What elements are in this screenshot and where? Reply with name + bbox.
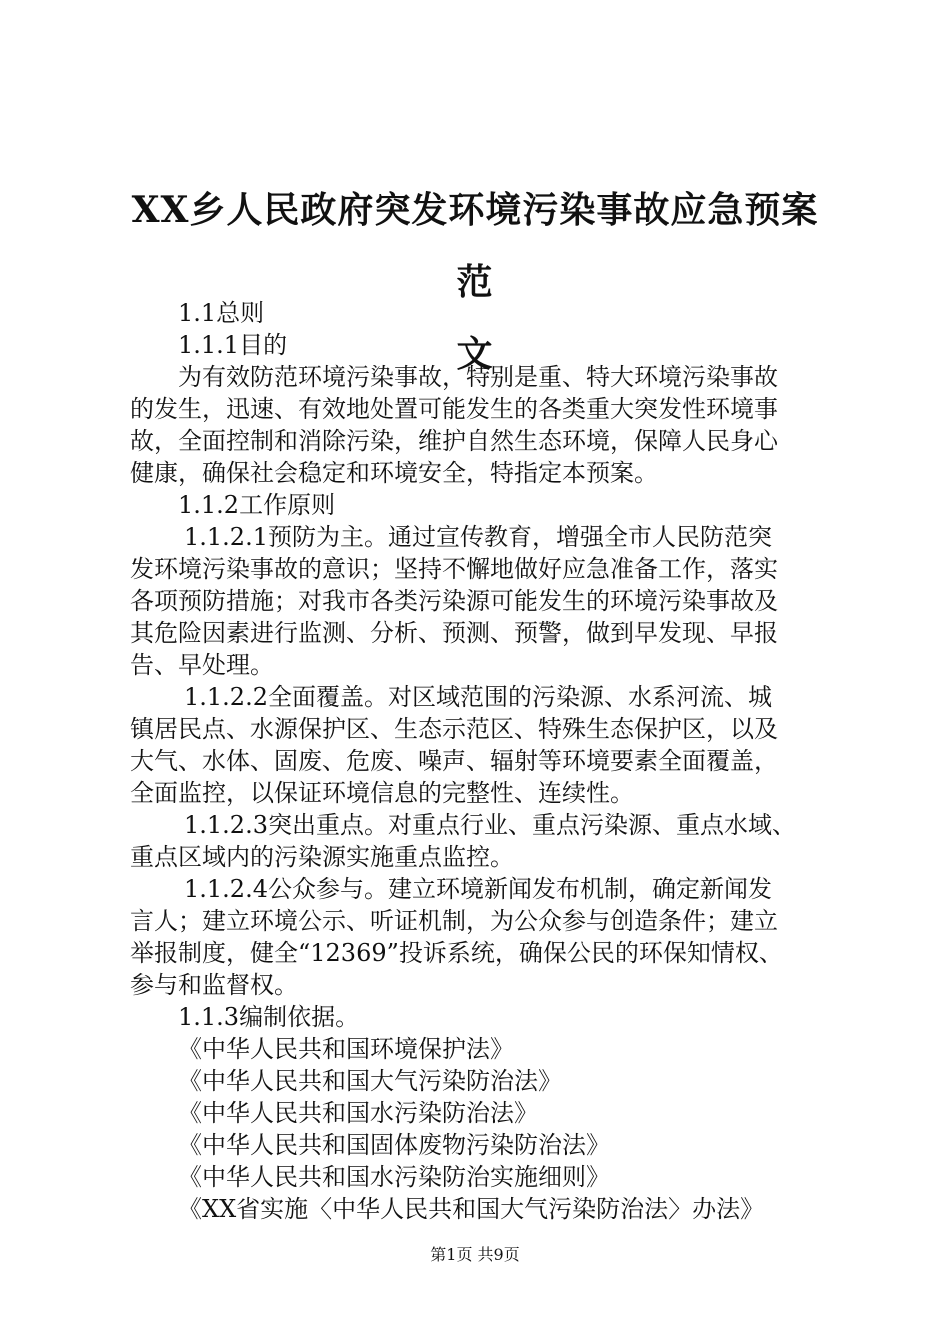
body-line: 发环境污染事故的意识；坚持不懈地做好应急准备工作，落实 [130,555,778,583]
body-line: 1.1.2.3突出重点。对重点行业、重点污染源、重点水域、 [184,811,796,839]
body-line: 参与和监督权。 [130,971,298,999]
body-line: 重点区域内的污染源实施重点监控。 [130,843,514,871]
page-footer: 第1页 共9页 [430,1245,520,1264]
body-line: 健康，确保社会稳定和环境安全，特指定本预案。 [130,459,658,487]
body-line: 1.1.2工作原则 [178,491,336,519]
body-line: 1.1.1目的 [178,331,288,359]
body-line: 各项预防措施；对我市各类污染源可能发生的环境污染事故及 [130,587,778,615]
body-line: 1.1.3编制依据。 [178,1003,360,1031]
body-line: 1.1.2.4公众参与。建立环境新闻发布机制，确定新闻发 [184,875,772,903]
body-line: 故，全面控制和消除污染，维护自然生态环境，保障人民身心 [130,427,778,455]
body-line: 1.1总则 [178,299,265,327]
body-line: 《中华人民共和国水污染防治实施细则》 [178,1163,610,1191]
title-line-1: XX乡人民政府突发环境污染事故应急预案范 [131,189,819,303]
body-line: 为有效防范环境污染事故，特别是重、特大环境污染事故 [178,363,778,391]
body-line: 镇居民点、水源保护区、生态示范区、特殊生态保护区，以及 [130,715,778,743]
body-line: 《中华人民共和国大气污染防治法》 [178,1067,562,1095]
body-line: 《中华人民共和国水污染防治法》 [178,1099,538,1127]
body-line: 1.1.2.2全面覆盖。对区域范围的污染源、水系河流、城 [184,683,772,711]
document-body [130,297,840,1225]
title-line-2: 文 [456,333,494,375]
body-line: 全面监控，以保证环境信息的完整性、连续性。 [130,779,634,807]
body-line: 的发生，迅速、有效地处置可能发生的各类重大突发性环境事 [130,395,778,423]
body-line: 《中华人民共和国环境保护法》 [178,1035,514,1063]
body-line: 其危险因素进行监测、分析、预测、预警，做到早发现、早报 [130,619,778,647]
body-line: 告、早处理。 [130,651,274,679]
body-line: 《中华人民共和国固体废物污染防治法》 [178,1131,610,1159]
body-line: 言人；建立环境公示、听证机制，为公众参与创造条件；建立 [130,907,778,935]
body-line: 1.1.2.1预防为主。通过宣传教育，增强全市人民防范突 [184,523,772,551]
body-line: 举报制度，健全“12369”投诉系统，确保公民的环保知情权、 [130,939,783,967]
body-line: 《XX省实施〈中华人民共和国大气污染防治法〉办法》 [178,1195,765,1223]
body-line: 大气、水体、固废、危废、噪声、辐射等环境要素全面覆盖， [130,747,778,775]
